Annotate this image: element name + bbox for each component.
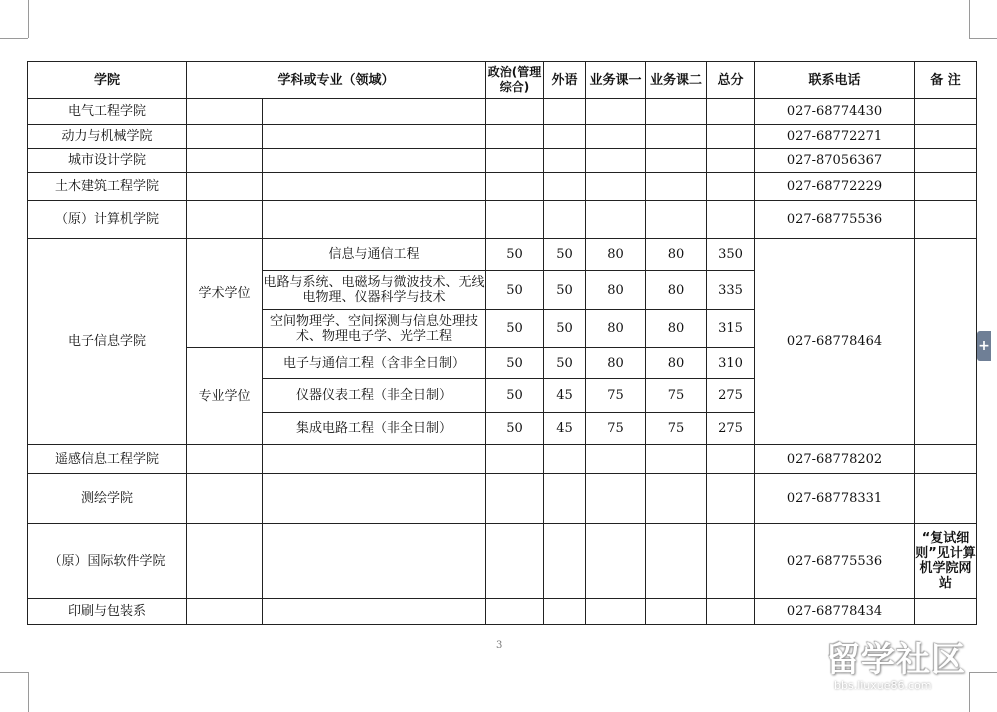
major-cell: 电子与通信工程（含非全日制） — [263, 348, 486, 379]
course2-score: 75 — [646, 413, 707, 445]
major-cell: 信息与通信工程 — [263, 239, 486, 271]
politics-score: 50 — [486, 310, 544, 348]
politics-score: 50 — [486, 379, 544, 413]
total-score: 335 — [707, 271, 755, 310]
phone-cell: 027-68778434 — [755, 599, 915, 625]
header-college: 学院 — [28, 62, 187, 99]
crop-mark-bottom-left-v — [28, 672, 30, 712]
politics-score: 50 — [486, 271, 544, 310]
phone-cell: 027-68778331 — [755, 474, 915, 524]
table-row — [28, 149, 977, 173]
phone-cell: 027-68778464 — [755, 239, 915, 445]
course2-score: 80 — [646, 239, 707, 271]
expand-side-tab[interactable]: + — [977, 331, 991, 361]
header-phone: 联系电话 — [755, 62, 915, 99]
header-row — [28, 62, 977, 99]
course2-score: 80 — [646, 348, 707, 379]
crop-mark-top-left-h — [0, 38, 28, 40]
header-total: 总分 — [707, 62, 755, 99]
header-course-2: 业务课二 — [646, 62, 707, 99]
table-row — [28, 445, 977, 474]
major-cell: 空间物理学、空间探测与信息处理技术、物理电子学、光学工程 — [263, 310, 486, 348]
crop-mark-top-right-h — [969, 38, 997, 40]
total-score: 275 — [707, 413, 755, 445]
phone-cell: 027-68775536 — [755, 201, 915, 239]
college-cell: 土木建筑工程学院 — [28, 173, 187, 201]
header-discipline: 学科或专业（领域） — [187, 62, 486, 99]
college-cell: 测绘学院 — [28, 474, 187, 524]
total-score: 315 — [707, 310, 755, 348]
foreign-score: 50 — [544, 310, 586, 348]
major-cell: 集成电路工程（非全日制） — [263, 413, 486, 445]
foreign-score: 45 — [544, 413, 586, 445]
page-number: 3 — [496, 640, 503, 651]
phone-cell: 027-68778202 — [755, 445, 915, 474]
course1-score: 80 — [586, 239, 646, 271]
watermark-logo — [826, 640, 986, 700]
college-cell: （原）计算机学院 — [28, 201, 187, 239]
table-row — [28, 201, 977, 239]
foreign-score: 50 — [544, 239, 586, 271]
table-row — [28, 173, 977, 201]
table-row — [28, 599, 977, 625]
college-cell: （原）国际软件学院 — [28, 524, 187, 599]
course1-score: 80 — [586, 348, 646, 379]
phone-cell: 027-68775536 — [755, 524, 915, 599]
course1-score: 75 — [586, 379, 646, 413]
crop-mark-top-right-v — [969, 0, 971, 38]
header-remarks: 备 注 — [915, 62, 977, 99]
politics-score: 50 — [486, 413, 544, 445]
college-cell: 动力与机械学院 — [28, 125, 187, 149]
crop-mark-bottom-left-h — [0, 672, 28, 674]
total-score: 310 — [707, 348, 755, 379]
degree-type-cell: 学术学位 — [187, 239, 263, 348]
phone-cell: 027-68774430 — [755, 99, 915, 125]
crop-mark-top-left-v — [28, 0, 30, 38]
major-cell: 仪器仪表工程（非全日制） — [263, 379, 486, 413]
college-cell: 印刷与包装系 — [28, 599, 187, 625]
phone-cell: 027-87056367 — [755, 149, 915, 173]
foreign-score: 50 — [544, 348, 586, 379]
phone-cell: 027-68772229 — [755, 173, 915, 201]
major-cell: 电路与系统、电磁场与微波技术、无线电物理、仪器科学与技术 — [263, 271, 486, 310]
college-cell: 电子信息学院 — [28, 239, 187, 445]
college-cell: 电气工程学院 — [28, 99, 187, 125]
course1-score: 80 — [586, 271, 646, 310]
table-row — [28, 524, 977, 599]
college-cell: 城市设计学院 — [28, 149, 187, 173]
phone-cell: 027-68772271 — [755, 125, 915, 149]
foreign-score: 50 — [544, 271, 586, 310]
header-foreign-language: 外语 — [544, 62, 586, 99]
header-politics: 政治(管理综合) — [486, 62, 544, 99]
table-row — [28, 474, 977, 524]
watermark-title: 留学社区 — [826, 640, 966, 680]
table-row — [28, 239, 977, 271]
header-course-1: 业务课一 — [586, 62, 646, 99]
table-row — [28, 99, 977, 125]
degree-type-cell: 专业学位 — [187, 348, 263, 445]
total-score: 350 — [707, 239, 755, 271]
table-row — [28, 125, 977, 149]
politics-score: 50 — [486, 239, 544, 271]
course1-score: 75 — [586, 413, 646, 445]
score-table — [27, 61, 977, 625]
total-score: 275 — [707, 379, 755, 413]
politics-score: 50 — [486, 348, 544, 379]
course2-score: 75 — [646, 379, 707, 413]
course1-score: 80 — [586, 310, 646, 348]
remark-cell: “复试细则”见计算机学院网站 — [915, 524, 977, 599]
watermark-url: bbs.liuxue86.com — [834, 679, 932, 692]
course2-score: 80 — [646, 271, 707, 310]
course2-score: 80 — [646, 310, 707, 348]
foreign-score: 45 — [544, 379, 586, 413]
college-cell: 遥感信息工程学院 — [28, 445, 187, 474]
